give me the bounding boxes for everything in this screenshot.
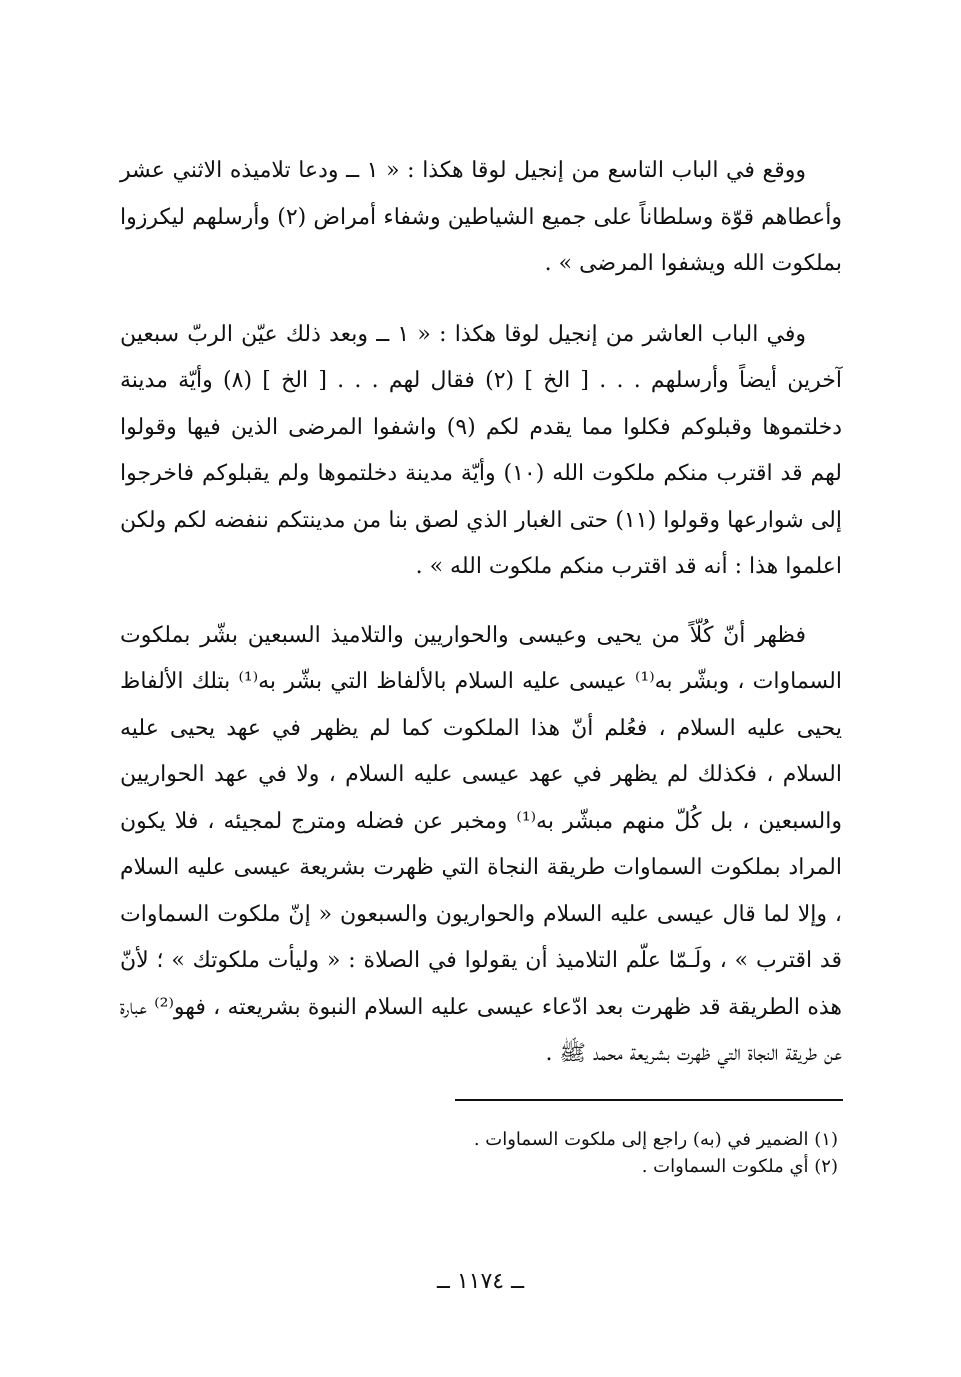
- paragraph-2: وفي الباب العاشر من إنجيل لوقا هكذا : « ١ ــ وبعد ذلك عيّن الربّ سبعين آخرين أيضاً وأرسلهم . . . [ الخ ] (٢) فقال لهم . . . [ الخ ] (٨) وأيّة مدينة دخلتموها وقبلوكم فكلوا مما يقدم لكم (٩) واشفوا المرضى الذين فيها وقولوا لهم قد اقترب منكم ملكوت الله (١٠) وأيّة مدينة دخلتموها ولم يقبلوكم فاخرجوا إلى شوارعها وقولوا (١١) حتى الغبار الذي لصق بنا من مدينتكم ننفضه لكم ولكن اعلموا هذا : أنه قد اقترب منكم ملكوت الله » .: [120, 321, 843, 579]
- paragraph-1: ووقع في الباب التاسع من إنجيل لوقا هكذا : « ١ ــ ودعا تلاميذه الاثني عشر وأعطاهم قوّة وسلطاناً على جميع الشياطين وشفاء أمراض (٢) وأرسلهم ليكرزوا بملكوت الله ويشفوا المرضى » .: [120, 158, 843, 276]
- paragraph-3: فظهر أنّ كُلّاً من يحيى وعيسى والحواريين والتلاميذ السبعين بشّر بملكوت السماوات ، وبشّر به⁽¹⁾ عيسى عليه السلام بالألفاظ التي بشّر به⁽¹⁾ بتلك الألفاظ يحيى عليه السلام ، فعُلم أنّ هذا الملكوت كما لم يظهر في عهد يحيى عليه السلام ، فكذلك لم يظهر في عهد عيسى عليه السلام ، ولا في عهد الحواريين والسبعين ، بل كُلّ منهم مبشّر به⁽¹⁾ ومخبر عن فضله ومترج لمجيئه ، فلا يكون المراد بملكوت السماوات طريقة النجاة التي ظهرت بشريعة عيسى عليه السلام ، وإلا لما قال عيسى عليه السلام والحواريون والسبعون « إنّ ملكوت السماوات قد اقترب » ، ولَـمّا علّم التلاميذ أن يقولوا في الصلاة : « وليأت ملكوتك » ؛ لأنّ هذه الطريقة قد ظهرت بعد ادّعاء عيسى عليه السلام النبوة بشريعته ، فهو⁽²⁾ عبارة عن طريقة النجاة التي ظهرت بشريعة محمد ﷺ .: [120, 622, 843, 1066]
- footnote-2: (٢) أي ملكوت السماوات .: [641, 1156, 838, 1177]
- page-number: ــ ١١٧٤ ــ: [436, 1269, 525, 1294]
- footnote-1: (١) الضمير في (به) راجع إلى ملكوت السماوات .: [473, 1129, 838, 1150]
- footnotes: [160, 1126, 842, 1180]
- main-text: [120, 148, 842, 1102]
- footnote-separator: [455, 1099, 843, 1101]
